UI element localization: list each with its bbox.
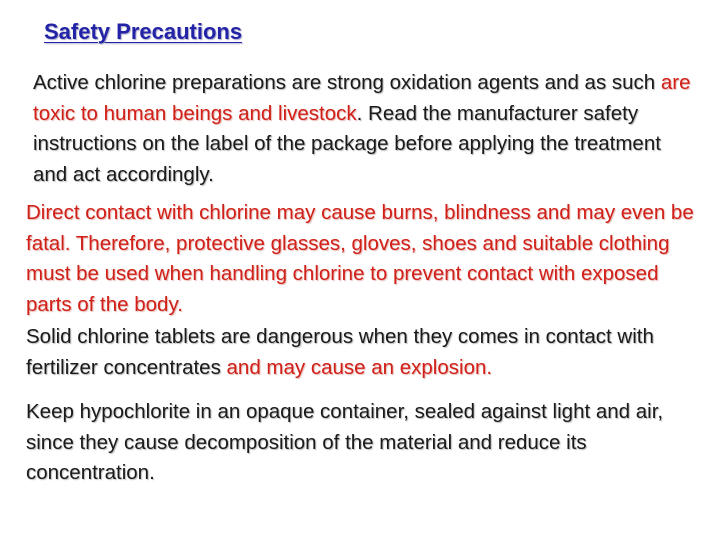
paragraph-solid-tablets [26,322,696,383]
slide-title: Safety Precautions [44,19,243,44]
paragraph-solid-tablets-text: Solid chlorine tablets are dangerous when they comes in contact with fertilizer concentrates [26,325,654,379]
paragraph-toxicity-text: Active chlorine preparations are strong oxidation agents and as such [33,71,661,94]
toxicity-warning-highlight: are toxic to human beings and livestock [33,71,691,125]
explosion-warning-highlight: and may cause an explosion. [226,355,493,379]
paragraph-toxicity [33,68,693,190]
paragraph-toxicity-instructions: . Read the manufacturer safety instructions on the label of the package before applying the treatment and act accordingly. [33,101,661,186]
paragraph-storage: Keep hypochlorite in an opaque container, sealed against light and air, since they cause decomposition of the material and reduce its concentration. [26,400,664,484]
paragraph-direct-contact: Direct contact with chlorine may cause burns, blindness and may even be fatal. Therefore, protective glasses, gloves, shoes and suitable clothing must be used when handling chlorine to prevent contact with exposed parts of the body. [26,201,694,316]
